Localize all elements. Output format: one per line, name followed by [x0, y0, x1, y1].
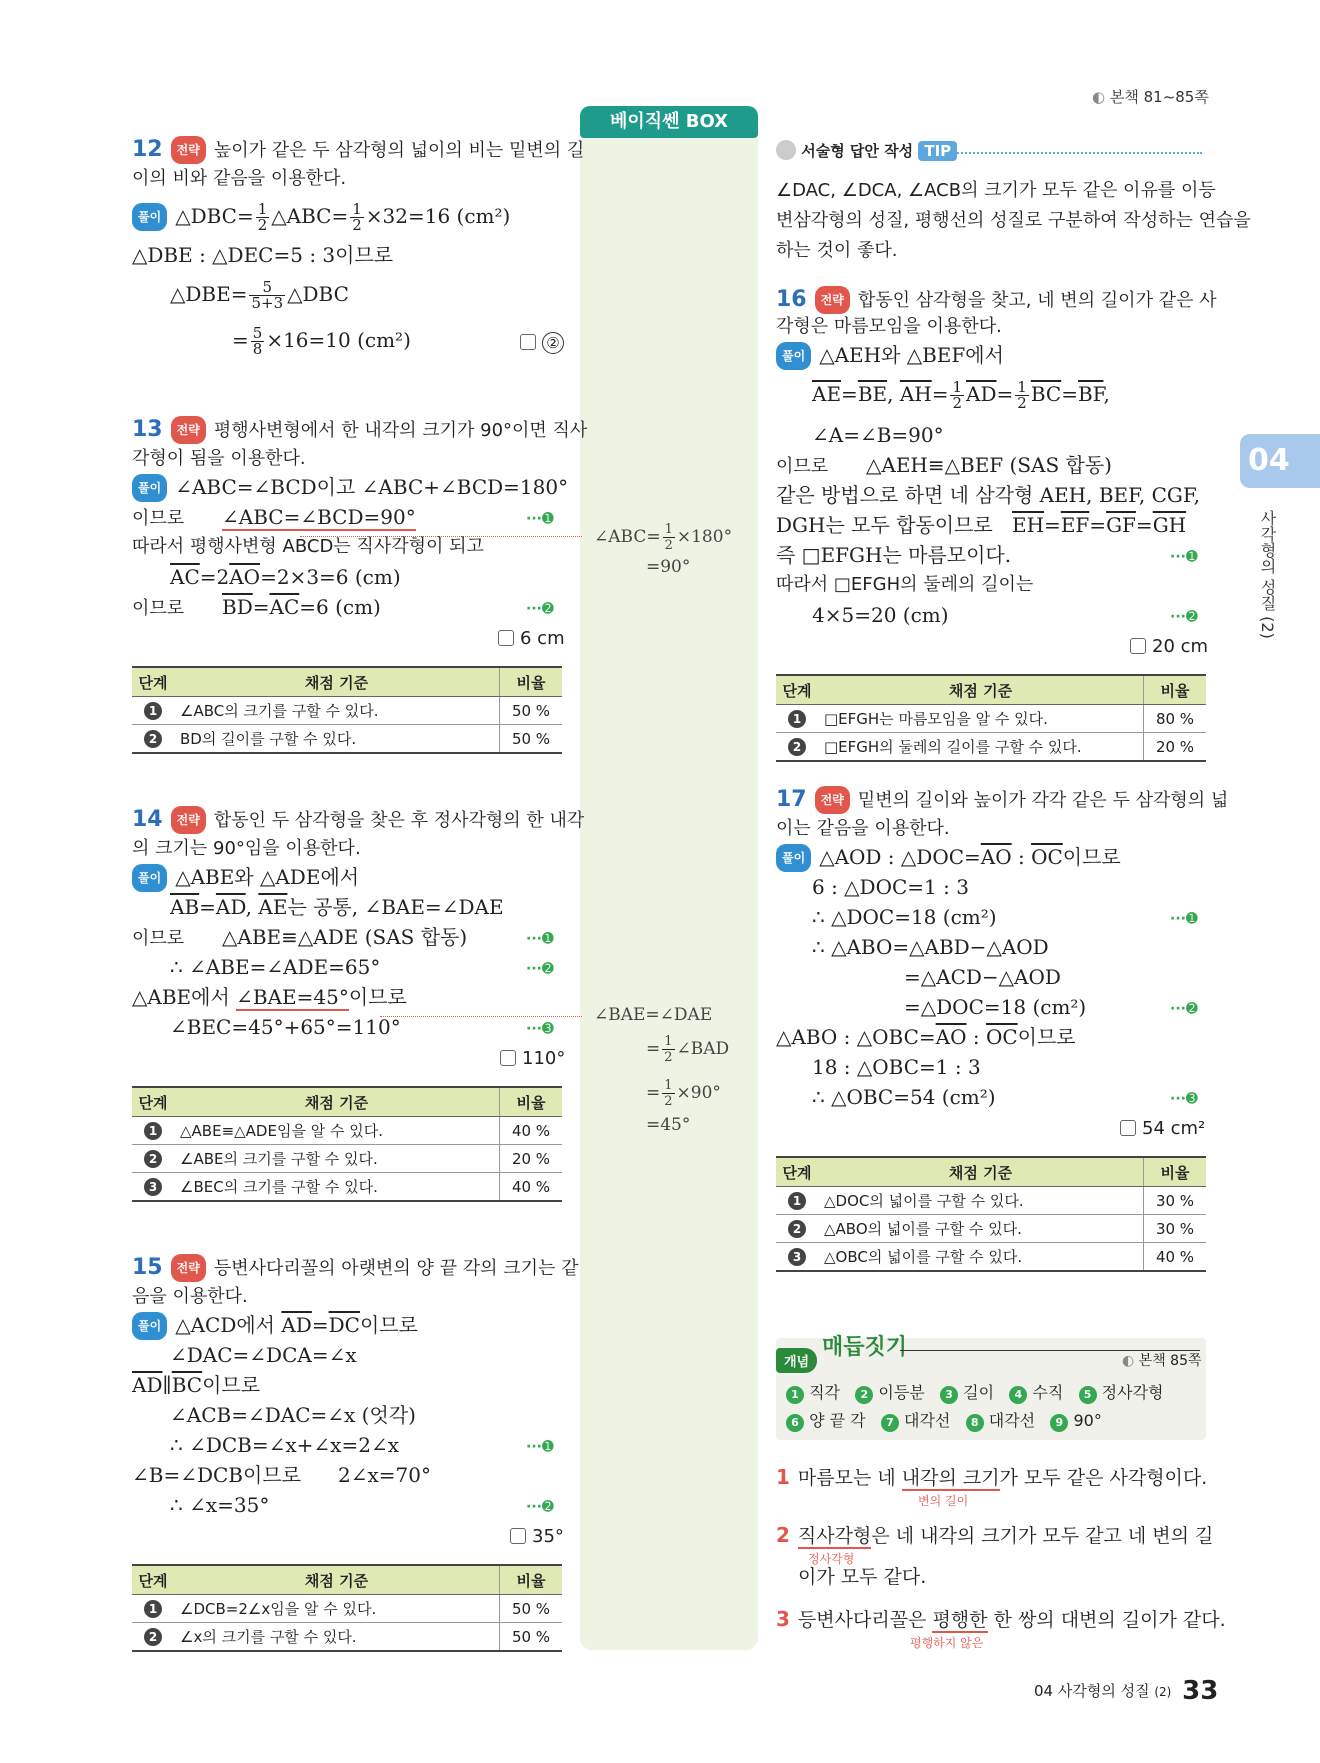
q16-line4: 이므로 — [776, 456, 829, 477]
book-icon: ◐ — [1122, 1353, 1139, 1369]
q16-line6b: $\overline{EH}=\overline{EF}=\overline{GF}=\overline{GH}$ — [1012, 513, 1187, 537]
q17-strategy: 17 전략 밑변의 길이와 높이가 각각 같은 두 삼각형의 넓 — [776, 787, 1229, 812]
list-item: 4 수직 — [1009, 1383, 1063, 1402]
q14-line1: 풀이 △ABE와 △ADE에서 — [132, 864, 359, 892]
q16-step2: ···➋ — [1170, 609, 1198, 625]
q17-step2: ···➋ — [1170, 1001, 1198, 1017]
list-item: 3 길이 — [940, 1383, 994, 1402]
table-row: 2 ∠x의 크기를 구할 수 있다. 50 % — [132, 1623, 562, 1652]
q15-line6b: 2∠x=70° — [338, 1463, 431, 1487]
q17-step1: ···➊ — [1170, 911, 1198, 927]
box-note-bae-4: =45° — [646, 1115, 691, 1135]
q14-line3: 이므로 — [132, 928, 185, 949]
q14-line5: △ABE에서 ∠BAE=45°이므로 — [132, 985, 407, 1009]
table-row: 1 ∠ABC의 크기를 구할 수 있다. 50 % — [132, 697, 562, 725]
q16-line7: 즉 □EFGH는 마름모이다. — [776, 543, 1012, 567]
q15-line5: ∴ ∠DCB=∠x+∠x=2∠x — [170, 1433, 399, 1457]
q12-strategy-cont: 이의 비와 같음을 이용한다. — [132, 168, 347, 189]
ox-fix-3: 평행하지 않은 — [910, 1636, 984, 1650]
list-item: 9 90° — [1050, 1411, 1101, 1430]
concept-ref: ◐ 본책 85쪽 — [1122, 1353, 1202, 1369]
q16-strategy: 16 전략 합동인 삼각형을 찾고, 네 변의 길이가 같은 사 — [776, 287, 1217, 312]
q16-line5: 같은 방법으로 하면 네 삼각형 AEH, BEF, CGF, — [776, 483, 1200, 507]
q12-strategy: 12 전략 높이가 같은 두 삼각형의 넓이의 비는 밑변의 길 — [132, 137, 585, 162]
ox-item-3: 3 등변사다리꼴은 평행한 한 쌍의 대변의 길이가 같다. — [776, 1607, 1226, 1631]
list-item: 5 정사각형 — [1079, 1383, 1164, 1402]
q13-line5: 이므로 — [132, 598, 185, 619]
q14-step1: ···➊ — [526, 931, 554, 947]
ox-item-1: 1 마름모는 네 내각의 크기가 모두 같은 사각형이다. — [776, 1465, 1208, 1489]
table-row: 2 △ABO의 넓이를 구할 수 있다. 30 % — [776, 1215, 1206, 1243]
q17-step3: ···➌ — [1170, 1091, 1198, 1107]
q16-line9: 4×5=20 (cm) — [812, 603, 949, 627]
q15-line6: ∠B=∠DCB이므로 — [132, 1463, 301, 1487]
ox-fix-1: 변의 길이 — [918, 1494, 969, 1508]
q15-scoring-table: 단계 채점 기준 비율 1 ∠DCB=2∠x임을 알 수 있다. 50 % 2 ∠x의 크기를 구할 수 있다. 50 % — [132, 1564, 562, 1652]
q15-line1: 풀이 △ACD에서 $\overline{AD}=\overline{DC}$이므로 — [132, 1312, 418, 1340]
q17-strategy-cont: 이는 같음을 이용한다. — [776, 818, 950, 839]
q16-scoring-table: 단계 채점 기준 비율 1 □EFGH는 마름모임을 알 수 있다. 80 % 2 □EFGH의 둘레의 길이를 구할 수 있다. 20 % — [776, 674, 1206, 762]
q13-answer: 6 cm — [498, 626, 565, 652]
list-item: 6 양 끝 각 — [786, 1411, 866, 1430]
q16-line8: 따라서 □EFGH의 둘레의 길이는 — [776, 574, 1034, 595]
q15-step2: ···➋ — [526, 1499, 554, 1515]
q15-line4: ∠ACB=∠DAC=∠x (엇각) — [170, 1403, 416, 1427]
table-row: 2 ∠ABE의 크기를 구할 수 있다. 20 % — [132, 1145, 562, 1173]
q14-strategy-cont: 의 크기는 90°임을 이용한다. — [132, 838, 361, 859]
q16-line1: 풀이 △AEH와 △BEF에서 — [776, 342, 1004, 370]
q14-scoring-table: 단계 채점 기준 비율 1 △ABE≡△ADE임을 알 수 있다. 40 % 2 ∠ABE의 크기를 구할 수 있다. 20 % 3 ∠BEC의 크기를 구할 수 있다. 40 % — [132, 1086, 562, 1202]
chapter-tab: 04 — [1240, 434, 1320, 488]
q17-line6: =△DOC=18 (cm²) — [904, 995, 1087, 1019]
q17-line1: 풀이 △AOD : $\triangle DOC=\overline{AO}$ : $\overline{OC}$이므로 — [776, 844, 1121, 872]
box-note-bae-3: = $\frac{1}{2}$ ×90° — [646, 1078, 721, 1109]
q13-line2: 이므로 — [132, 508, 185, 529]
q12-answer: ② — [520, 330, 564, 356]
answer-icon — [498, 630, 514, 646]
table-row: 1 □EFGH는 마름모임을 알 수 있다. 80 % — [776, 705, 1206, 733]
tip-line3: 하는 것이 좋다. — [776, 240, 898, 261]
answer-icon — [510, 1528, 526, 1544]
q15-answer: 35° — [510, 1524, 564, 1550]
q13-strategy-cont: 각형이 됨을 이용한다. — [132, 448, 306, 469]
box-note-bae: ∠BAE=∠DAE — [594, 1005, 713, 1025]
book-icon: ◐ — [1092, 88, 1110, 106]
q14-line3b: △ABE≡△ADE (SAS 합동) — [222, 925, 468, 949]
list-item: 2 이등분 — [855, 1383, 924, 1402]
q13-scoring-table: 단계 채점 기준 비율 1 ∠ABC의 크기를 구할 수 있다. 50 % 2 BD의 길이를 구할 수 있다. 50 % — [132, 666, 562, 754]
ox-fix-2: 정사각형 — [808, 1552, 855, 1566]
table-row: 2 □EFGH의 둘레의 길이를 구할 수 있다. 20 % — [776, 733, 1206, 762]
owl-icon — [776, 140, 796, 160]
q13-line4: $\overline{AC}=2\overline{AO}=2\times 3=6$ (cm) — [170, 565, 401, 589]
q15-line2: ∠DAC=∠DCA=∠x — [170, 1343, 357, 1367]
q13-step1: ···➊ — [526, 511, 554, 527]
q16-step1: ···➊ — [1170, 549, 1198, 565]
q14-step3: ···➌ — [526, 1021, 554, 1037]
concept-answers-row1 — [786, 1380, 1164, 1404]
concept-title: 매듭짓기 — [822, 1335, 908, 1360]
table-row: 1 ∠DCB=2∠x임을 알 수 있다. 50 % — [132, 1595, 562, 1623]
ox-item-2-cont: 이가 모두 같다. — [798, 1566, 927, 1588]
q16-line6: DGH는 모두 합동이므로 — [776, 513, 993, 537]
list-item: 7 대각선 — [881, 1411, 950, 1430]
q16-answer: 20 cm — [1130, 634, 1208, 660]
q17-line9: ∴ △OBC=54 (cm²) — [812, 1085, 996, 1109]
concept-badge: 개념 — [776, 1348, 817, 1373]
box-note-bae-2: = $\frac{1}{2}$ ∠BAD — [646, 1034, 730, 1065]
q14-line6: ∠BEC=45°+65°=110° — [170, 1015, 401, 1039]
q12-line2: △DBE : △DEC=5 : 3이므로 — [132, 243, 394, 267]
q17-line7: △ABO : $\triangle OBC=\overline{AO}$ : $\overline{OC}$이므로 — [776, 1025, 1076, 1049]
tip-line1: ∠DAC, ∠DCA, ∠ACB의 크기가 모두 같은 이유를 이등 — [776, 180, 1216, 201]
answer-icon — [1130, 638, 1146, 654]
q16-line3: ∠A=∠B=90° — [812, 423, 944, 447]
box-note-abc: ∠ABC= $\frac{1}{2}$ ×180° — [594, 522, 733, 553]
answer-icon — [1120, 1120, 1136, 1136]
q17-line2: 6 : △DOC=1 : 3 — [812, 875, 969, 899]
tip-dotted-line — [946, 152, 1202, 154]
table-row: 2 BD의 길이를 구할 수 있다. 50 % — [132, 725, 562, 754]
q17-line8: 18 : △OBC=1 : 3 — [812, 1055, 981, 1079]
list-item: 8 대각선 — [966, 1411, 1035, 1430]
q14-step2: ···➋ — [526, 961, 554, 977]
q12-line4: = $\frac{5}{8}$ ×16=10 (cm²) — [232, 324, 411, 358]
q13-line3: 따라서 평행사변형 ABCD는 직사각형이 되고 — [132, 536, 484, 557]
page-number: 33 — [1182, 1676, 1219, 1706]
q14-answer: 110° — [500, 1046, 565, 1072]
table-row: 3 ∠BEC의 크기를 구할 수 있다. 40 % — [132, 1173, 562, 1202]
q13-line1: 풀이 ∠ABC=∠BCD이고 ∠ABC+∠BCD=180° — [132, 474, 568, 502]
q12-line1: 풀이 △DBC= $\frac{1}{2}$ △ABC= $\frac{1}{2}$ ×32=16 (cm²) — [132, 202, 510, 233]
list-item: 1 직각 — [786, 1383, 840, 1402]
q17-line5: =△ACD−△AOD — [904, 965, 1061, 989]
page-footer: 04 사각형의 성질 (2) 33 — [1034, 1676, 1219, 1706]
basic-box-column — [580, 110, 758, 1650]
q17-scoring-table: 단계 채점 기준 비율 1 △DOC의 넓이를 구할 수 있다. 30 % 2 △ABO의 넓이를 구할 수 있다. 30 % 3 △OBC의 넓이를 구할 수 있다. 40 % — [776, 1156, 1206, 1272]
tip-header: 서술형 답안 작성 TIP — [776, 140, 957, 161]
q15-strategy: 15 전략 등변사다리꼴의 아랫변의 양 끝 각의 크기는 같 — [132, 1255, 579, 1280]
q14-line2: $\overline{AB}=\overline{AD}$, $\overline{AE}$는 공통, ∠BAE=∠DAE — [170, 895, 504, 919]
ox-item-2: 2 직사각형은 네 내각의 크기가 모두 같고 네 변의 길 — [776, 1523, 1214, 1547]
q16-strategy-cont: 각형은 마름모임을 이용한다. — [776, 316, 1002, 337]
answer-icon — [500, 1050, 516, 1066]
q13-step2: ···➋ — [526, 601, 554, 617]
tip-line2: 변삼각형의 성질, 평행선의 성질로 구분하여 작성하는 연습을 — [776, 210, 1251, 231]
q17-line4: ∴ △ABO=△ABD−△AOD — [812, 935, 1049, 959]
table-row: 3 △OBC의 넓이를 구할 수 있다. 40 % — [776, 1243, 1206, 1272]
q15-line7: ∴ ∠x=35° — [170, 1493, 270, 1517]
q15-step1: ···➊ — [526, 1439, 554, 1455]
table-row: 1 △DOC의 넓이를 구할 수 있다. 30 % — [776, 1187, 1206, 1215]
q14-line4: ∴ ∠ABE=∠ADE=65° — [170, 955, 381, 979]
q13-line2b: ∠ABC=∠BCD=90° — [222, 505, 416, 529]
box-note-abc-result: =90° — [646, 557, 691, 577]
q12-line3: △DBE= $\frac{5}{5+3}$ △DBC — [170, 278, 349, 312]
q15-line3: $\overline{AD}\parallel\overline{BC}$이므로 — [132, 1373, 261, 1397]
concept-answers-row2 — [786, 1408, 1102, 1432]
page-reference: ◐ 본책 81~85쪽 — [1092, 88, 1209, 106]
q16-line2: $\overline{AE}=\overline{BE}$, $\overline{AH}=$ $\frac{1}{2}$ $\overline{AD}=$ $\frac{1}{2}$ $\overline{BC}=\overline{BF}$, — [812, 378, 1110, 412]
q16-line4b: △AEH≡△BEF (SAS 합동) — [866, 453, 1112, 477]
answer-icon — [520, 334, 536, 350]
q17-line3: ∴ △DOC=18 (cm²) — [812, 905, 997, 929]
q17-answer: 54 cm² — [1120, 1116, 1205, 1142]
q14-strategy: 14 전략 합동인 두 삼각형을 찾은 후 정사각형의 한 내각 — [132, 807, 585, 832]
q13-line5b: $\overline{BD}=\overline{AC}=6$ (cm) — [222, 595, 381, 619]
chapter-side-title: 사각형의 성질 (2) — [1258, 510, 1277, 639]
basic-box-title: 베이직쎈 BOX — [580, 106, 758, 138]
q13-strategy: 13 전략 평행사변형에서 한 내각의 크기가 90°이면 직사 — [132, 417, 588, 442]
table-row: 1 △ABE≡△ADE임을 알 수 있다. 40 % — [132, 1117, 562, 1145]
q15-strategy-cont: 음을 이용한다. — [132, 1286, 248, 1307]
